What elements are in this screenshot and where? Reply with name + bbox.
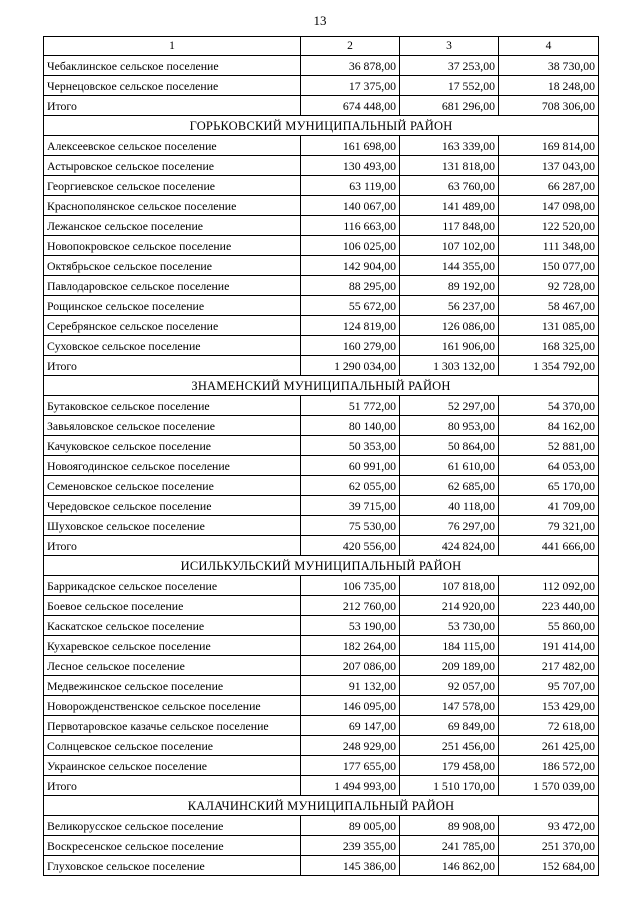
- value-cell: 248 929,00: [301, 736, 400, 756]
- table-row: [44, 476, 599, 496]
- budget-table: [43, 36, 599, 876]
- value-cell: 153 429,00: [499, 696, 599, 716]
- value-cell: 69 849,00: [400, 716, 499, 736]
- settlement-name: Боевое сельское поселение: [44, 596, 301, 616]
- value-cell: 80 140,00: [301, 416, 400, 436]
- column-header: 1: [44, 37, 301, 56]
- column-header: 2: [301, 37, 400, 56]
- settlement-name: Медвежинское сельское поселение: [44, 676, 301, 696]
- value-cell: 179 458,00: [400, 756, 499, 776]
- value-cell: 147 098,00: [499, 196, 599, 216]
- total-row: [44, 96, 599, 116]
- table-row: [44, 196, 599, 216]
- table-row: [44, 216, 599, 236]
- table-row: [44, 316, 599, 336]
- table-row: [44, 176, 599, 196]
- value-cell: 58 467,00: [499, 296, 599, 316]
- value-cell: 140 067,00: [301, 196, 400, 216]
- settlement-name: Алексеевское сельское поселение: [44, 136, 301, 156]
- district-title: ГОРЬКОВСКИЙ МУНИЦИПАЛЬНЫЙ РАЙОН: [44, 116, 599, 136]
- total-row: [44, 356, 599, 376]
- value-cell: 1 494 993,00: [301, 776, 400, 796]
- value-cell: 40 118,00: [400, 496, 499, 516]
- value-cell: 131 818,00: [400, 156, 499, 176]
- value-cell: 441 666,00: [499, 536, 599, 556]
- value-cell: 63 760,00: [400, 176, 499, 196]
- value-cell: 681 296,00: [400, 96, 499, 116]
- table-row: [44, 616, 599, 636]
- value-cell: 122 520,00: [499, 216, 599, 236]
- value-cell: 107 102,00: [400, 236, 499, 256]
- value-cell: 147 578,00: [400, 696, 499, 716]
- value-cell: 52 881,00: [499, 436, 599, 456]
- value-cell: 89 908,00: [400, 816, 499, 836]
- value-cell: 169 814,00: [499, 136, 599, 156]
- settlement-name: Краснополянское сельское поселение: [44, 196, 301, 216]
- value-cell: 674 448,00: [301, 96, 400, 116]
- value-cell: 241 785,00: [400, 836, 499, 856]
- value-cell: 150 077,00: [499, 256, 599, 276]
- settlement-name: Астыровское сельское поселение: [44, 156, 301, 176]
- settlement-name: Первотаровское казачье сельское поселение: [44, 716, 301, 736]
- settlement-name: Шуховское сельское поселение: [44, 516, 301, 536]
- value-cell: 186 572,00: [499, 756, 599, 776]
- settlement-name: Итого: [44, 356, 301, 376]
- value-cell: 251 456,00: [400, 736, 499, 756]
- table-row: [44, 856, 599, 876]
- settlement-name: Чернецовское сельское поселение: [44, 76, 301, 96]
- settlement-name: Глуховское сельское поселение: [44, 856, 301, 876]
- page-number: 13: [313, 13, 327, 28]
- settlement-name: Солнцевское сельское поселение: [44, 736, 301, 756]
- value-cell: 146 862,00: [400, 856, 499, 876]
- value-cell: 251 370,00: [499, 836, 599, 856]
- value-cell: 214 920,00: [400, 596, 499, 616]
- value-cell: 72 618,00: [499, 716, 599, 736]
- settlement-name: Новоягодинское сельское поселение: [44, 456, 301, 476]
- value-cell: 18 248,00: [499, 76, 599, 96]
- table-row: [44, 636, 599, 656]
- table-row: [44, 656, 599, 676]
- settlement-name: Качуковское сельское поселение: [44, 436, 301, 456]
- settlement-name: Кухаревское сельское поселение: [44, 636, 301, 656]
- value-cell: 37 253,00: [400, 56, 499, 76]
- settlement-name: Чередовское сельское поселение: [44, 496, 301, 516]
- value-cell: 92 728,00: [499, 276, 599, 296]
- value-cell: 142 904,00: [301, 256, 400, 276]
- table-row: [44, 456, 599, 476]
- value-cell: 708 306,00: [499, 96, 599, 116]
- value-cell: 424 824,00: [400, 536, 499, 556]
- value-cell: 61 610,00: [400, 456, 499, 476]
- settlement-name: Итого: [44, 96, 301, 116]
- value-cell: 1 510 170,00: [400, 776, 499, 796]
- settlement-name: Новорожденственское сельское поселение: [44, 696, 301, 716]
- value-cell: 137 043,00: [499, 156, 599, 176]
- value-cell: 126 086,00: [400, 316, 499, 336]
- value-cell: 88 295,00: [301, 276, 400, 296]
- table-row: [44, 396, 599, 416]
- total-row: [44, 776, 599, 796]
- value-cell: 116 663,00: [301, 216, 400, 236]
- value-cell: 141 489,00: [400, 196, 499, 216]
- value-cell: 66 287,00: [499, 176, 599, 196]
- value-cell: 212 760,00: [301, 596, 400, 616]
- value-cell: 161 906,00: [400, 336, 499, 356]
- table-row: [44, 416, 599, 436]
- value-cell: 217 482,00: [499, 656, 599, 676]
- table-row: [44, 516, 599, 536]
- value-cell: 62 055,00: [301, 476, 400, 496]
- table-row: [44, 296, 599, 316]
- settlement-name: Бутаковское сельское поселение: [44, 396, 301, 416]
- value-cell: 106 025,00: [301, 236, 400, 256]
- settlement-name: Рощинское сельское поселение: [44, 296, 301, 316]
- value-cell: 161 698,00: [301, 136, 400, 156]
- district-title: ИСИЛЬКУЛЬСКИЙ МУНИЦИПАЛЬНЫЙ РАЙОН: [44, 556, 599, 576]
- table-row: [44, 436, 599, 456]
- value-cell: 80 953,00: [400, 416, 499, 436]
- table-row: [44, 716, 599, 736]
- table-row: [44, 756, 599, 776]
- value-cell: 152 684,00: [499, 856, 599, 876]
- value-cell: 36 878,00: [301, 56, 400, 76]
- district-section-row: [44, 116, 599, 136]
- value-cell: 93 472,00: [499, 816, 599, 836]
- value-cell: 52 297,00: [400, 396, 499, 416]
- table-row: [44, 236, 599, 256]
- value-cell: 76 297,00: [400, 516, 499, 536]
- settlement-name: Воскресенское сельское поселение: [44, 836, 301, 856]
- value-cell: 51 772,00: [301, 396, 400, 416]
- value-cell: 92 057,00: [400, 676, 499, 696]
- district-section-row: [44, 796, 599, 816]
- settlement-name: Завьяловское сельское поселение: [44, 416, 301, 436]
- settlement-name: Октябрьское сельское поселение: [44, 256, 301, 276]
- settlement-name: Украинское сельское поселение: [44, 756, 301, 776]
- value-cell: 69 147,00: [301, 716, 400, 736]
- value-cell: 239 355,00: [301, 836, 400, 856]
- value-cell: 50 864,00: [400, 436, 499, 456]
- value-cell: 146 095,00: [301, 696, 400, 716]
- settlement-name: Серебрянское сельское поселение: [44, 316, 301, 336]
- value-cell: 163 339,00: [400, 136, 499, 156]
- settlement-name: Лесное сельское поселение: [44, 656, 301, 676]
- value-cell: 62 685,00: [400, 476, 499, 496]
- value-cell: 38 730,00: [499, 56, 599, 76]
- total-row: [44, 536, 599, 556]
- value-cell: 107 818,00: [400, 576, 499, 596]
- value-cell: 54 370,00: [499, 396, 599, 416]
- value-cell: 112 092,00: [499, 576, 599, 596]
- value-cell: 41 709,00: [499, 496, 599, 516]
- value-cell: 168 325,00: [499, 336, 599, 356]
- table-row: [44, 256, 599, 276]
- table-row: [44, 676, 599, 696]
- value-cell: 17 552,00: [400, 76, 499, 96]
- value-cell: 53 730,00: [400, 616, 499, 636]
- table-row: [44, 816, 599, 836]
- value-cell: 117 848,00: [400, 216, 499, 236]
- table-row: [44, 76, 599, 96]
- value-cell: 84 162,00: [499, 416, 599, 436]
- value-cell: 1 290 034,00: [301, 356, 400, 376]
- value-cell: 106 735,00: [301, 576, 400, 596]
- value-cell: 261 425,00: [499, 736, 599, 756]
- value-cell: 130 493,00: [301, 156, 400, 176]
- value-cell: 177 655,00: [301, 756, 400, 776]
- settlement-name: Чебаклинское сельское поселение: [44, 56, 301, 76]
- value-cell: 209 189,00: [400, 656, 499, 676]
- value-cell: 223 440,00: [499, 596, 599, 616]
- settlement-name: Павлодаровское сельское поселение: [44, 276, 301, 296]
- value-cell: 182 264,00: [301, 636, 400, 656]
- value-cell: 75 530,00: [301, 516, 400, 536]
- value-cell: 124 819,00: [301, 316, 400, 336]
- table-row: [44, 56, 599, 76]
- column-header: 3: [400, 37, 499, 56]
- district-section-row: [44, 556, 599, 576]
- value-cell: 191 414,00: [499, 636, 599, 656]
- value-cell: 55 672,00: [301, 296, 400, 316]
- table-row: [44, 496, 599, 516]
- settlement-name: Лежанское сельское поселение: [44, 216, 301, 236]
- value-cell: 65 170,00: [499, 476, 599, 496]
- value-cell: 144 355,00: [400, 256, 499, 276]
- settlement-name: Итого: [44, 776, 301, 796]
- value-cell: 1 354 792,00: [499, 356, 599, 376]
- column-header: 4: [499, 37, 599, 56]
- table-row: [44, 576, 599, 596]
- table-row: [44, 136, 599, 156]
- value-cell: 50 353,00: [301, 436, 400, 456]
- settlement-name: Семеновское сельское поселение: [44, 476, 301, 496]
- district-title: ЗНАМЕНСКИЙ МУНИЦИПАЛЬНЫЙ РАЙОН: [44, 376, 599, 396]
- value-cell: 63 119,00: [301, 176, 400, 196]
- table-row: [44, 696, 599, 716]
- value-cell: 89 005,00: [301, 816, 400, 836]
- table-row: [44, 336, 599, 356]
- table-row: [44, 736, 599, 756]
- value-cell: 60 991,00: [301, 456, 400, 476]
- value-cell: 1 570 039,00: [499, 776, 599, 796]
- district-section-row: [44, 376, 599, 396]
- settlement-name: Суховское сельское поселение: [44, 336, 301, 356]
- value-cell: 420 556,00: [301, 536, 400, 556]
- value-cell: 184 115,00: [400, 636, 499, 656]
- value-cell: 160 279,00: [301, 336, 400, 356]
- settlement-name: Новопокровское сельское поселение: [44, 236, 301, 256]
- value-cell: 131 085,00: [499, 316, 599, 336]
- value-cell: 111 348,00: [499, 236, 599, 256]
- value-cell: 95 707,00: [499, 676, 599, 696]
- value-cell: 91 132,00: [301, 676, 400, 696]
- settlement-name: Георгиевское сельское поселение: [44, 176, 301, 196]
- settlement-name: Каскатское сельское поселение: [44, 616, 301, 636]
- value-cell: 79 321,00: [499, 516, 599, 536]
- table-row: [44, 276, 599, 296]
- value-cell: 17 375,00: [301, 76, 400, 96]
- value-cell: 64 053,00: [499, 456, 599, 476]
- table-row: [44, 596, 599, 616]
- value-cell: 145 386,00: [301, 856, 400, 876]
- settlement-name: Великорусское сельское поселение: [44, 816, 301, 836]
- table-row: [44, 836, 599, 856]
- value-cell: 39 715,00: [301, 496, 400, 516]
- value-cell: 1 303 132,00: [400, 356, 499, 376]
- value-cell: 89 192,00: [400, 276, 499, 296]
- value-cell: 207 086,00: [301, 656, 400, 676]
- settlement-name: Итого: [44, 536, 301, 556]
- settlement-name: Баррикадское сельское поселение: [44, 576, 301, 596]
- value-cell: 56 237,00: [400, 296, 499, 316]
- table-header-row: [44, 37, 599, 56]
- value-cell: 55 860,00: [499, 616, 599, 636]
- value-cell: 53 190,00: [301, 616, 400, 636]
- district-title: КАЛАЧИНСКИЙ МУНИЦИПАЛЬНЫЙ РАЙОН: [44, 796, 599, 816]
- table-row: [44, 156, 599, 176]
